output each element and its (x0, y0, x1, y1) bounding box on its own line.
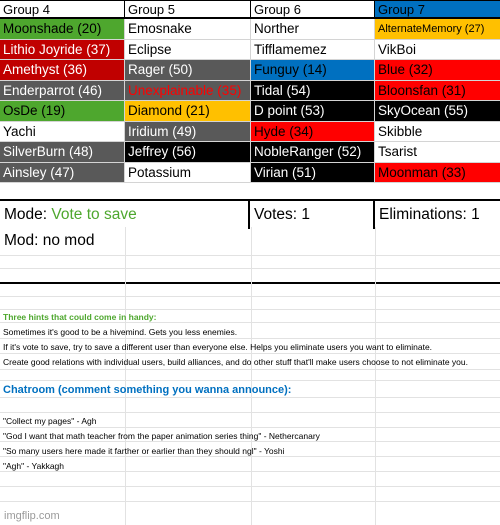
chat-message: "Agh" - Yakkagh (3, 461, 65, 471)
mod-cell[interactable]: Mod: no mod (4, 232, 95, 249)
votes-cell[interactable]: Votes: 1 (250, 201, 375, 229)
member-cell[interactable]: SkyOcean (55) (375, 101, 500, 122)
gridline (375, 227, 376, 525)
member-cell[interactable]: Yachi (0, 122, 125, 143)
member-cell[interactable]: D point (53) (251, 101, 375, 122)
chat-message: "So many users here made it farther or earlier than they should ngl" - Yoshi (3, 446, 285, 456)
mod-row (0, 227, 500, 255)
member-cell[interactable]: Eclipse (125, 40, 251, 61)
group-header-row (0, 0, 500, 19)
hint-line: Sometimes it's good to be a hivemind. Gets you less enemies. (3, 327, 238, 337)
group-header-5[interactable]: Group 5 (125, 1, 251, 19)
member-cell[interactable]: VikBoi (375, 40, 500, 61)
member-cell[interactable]: NobleRanger (52) (251, 142, 375, 163)
group-header-7[interactable]: Group 7 (375, 1, 500, 19)
group-header-6[interactable]: Group 6 (251, 1, 375, 19)
member-cell[interactable]: Bloonsfan (31) (375, 81, 500, 102)
gridline (0, 397, 500, 398)
gridline (0, 380, 500, 381)
member-cell[interactable]: Skibble (375, 122, 500, 143)
gridline (0, 369, 500, 370)
member-cell[interactable]: Tifflamemez (251, 40, 375, 61)
member-cell[interactable]: Amethyst (36) (0, 60, 125, 81)
member-cell[interactable]: Rager (50) (125, 60, 251, 81)
gridline (0, 338, 500, 339)
gridline (0, 353, 500, 354)
member-cell[interactable]: Lithio Joyride (37) (0, 40, 125, 61)
gridline (125, 227, 126, 525)
member-cell[interactable]: Iridium (49) (125, 122, 251, 143)
member-cell[interactable]: Funguy (14) (251, 60, 375, 81)
member-grid (0, 19, 500, 183)
gridline (251, 227, 252, 525)
member-cell[interactable]: Moonman (33) (375, 163, 500, 184)
chat-message: "God I want that math teacher from the paper animation series thing" - Nethercanary (3, 431, 320, 441)
chatroom-title: Chatroom (comment something you wanna announce): (3, 384, 292, 396)
member-cell[interactable]: AlternateMemory (27) (375, 19, 500, 40)
gridline (0, 427, 500, 428)
member-cell[interactable]: Diamond (21) (125, 101, 251, 122)
section-divider (0, 282, 500, 284)
member-cell[interactable]: OsDe (19) (0, 101, 125, 122)
member-cell[interactable]: Potassium (125, 163, 251, 184)
hints-title: Three hints that could come in handy: (3, 312, 157, 322)
gridline (0, 471, 500, 472)
gridline (0, 255, 500, 256)
member-cell[interactable]: Tidal (54) (251, 81, 375, 102)
gridline (0, 309, 500, 310)
member-cell[interactable]: Virian (51) (251, 163, 375, 184)
mode-label: Mode: (4, 206, 52, 223)
gridline (0, 501, 500, 502)
member-cell[interactable]: Norther (251, 19, 375, 40)
member-cell[interactable]: Emosnake (125, 19, 251, 40)
member-cell[interactable]: Hyde (34) (251, 122, 375, 143)
eliminations-cell[interactable]: Eliminations: 1 (379, 206, 480, 223)
gridline (0, 412, 500, 413)
group-header-4[interactable]: Group 4 (0, 1, 125, 19)
member-cell[interactable]: Jeffrey (56) (125, 142, 251, 163)
gridline (0, 486, 500, 487)
watermark: imgflip.com (4, 510, 60, 522)
member-cell[interactable]: Moonshade (20) (0, 19, 125, 40)
gridline (0, 296, 500, 297)
hint-line: Create good relations with individual users, build alliances, and do other stuff that'll make users choose to not eliminate you. (3, 357, 468, 367)
chat-message: "Collect my pages" - Agh (3, 416, 97, 426)
member-cell[interactable]: Enderparrot (46) (0, 81, 125, 102)
member-cell[interactable]: Unexplainable (35) (125, 81, 251, 102)
member-cell[interactable]: Ainsley (47) (0, 163, 125, 184)
member-cell[interactable]: SilverBurn (48) (0, 142, 125, 163)
mode-cell[interactable] (0, 201, 250, 229)
gridline (0, 268, 500, 269)
mode-value: Vote to save (51, 206, 137, 223)
member-cell[interactable]: Tsarist (375, 142, 500, 163)
hint-line: If it's vote to save, try to save a different user than everyone else. Helps you eliminate users you want to eliminate. (3, 342, 433, 352)
status-row (0, 199, 500, 229)
member-cell[interactable]: Blue (32) (375, 60, 500, 81)
